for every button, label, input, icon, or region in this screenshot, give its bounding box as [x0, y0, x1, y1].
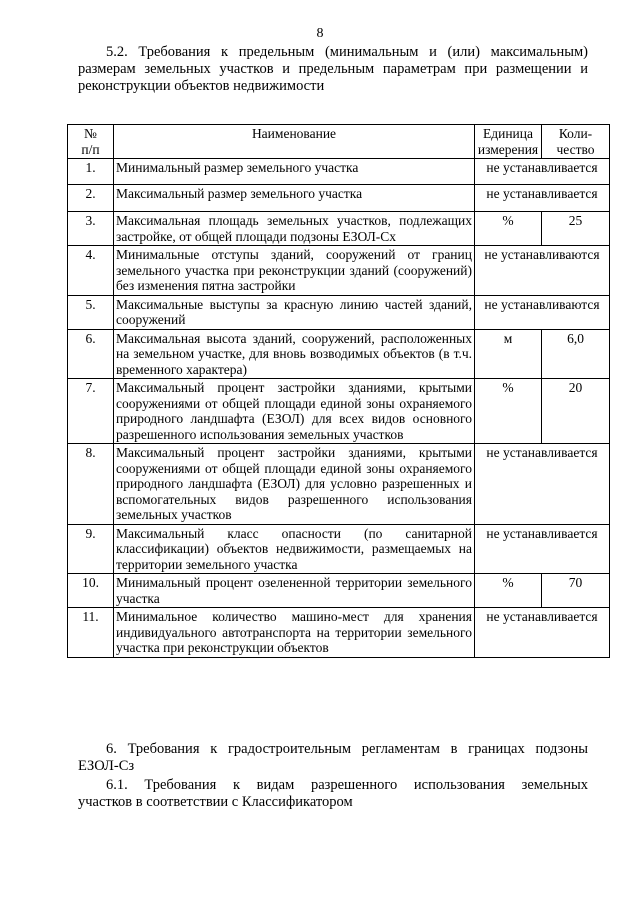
table-row	[68, 212, 610, 246]
row-number: 5.	[68, 295, 114, 329]
row-unit: м	[475, 329, 542, 379]
table-row	[68, 608, 610, 658]
row-name: Максимальный класс опасности (по санитарной классификации) объектов недвижимости, размещаемых на территории земельного участка	[114, 524, 475, 574]
table-row	[68, 246, 610, 296]
row-number: 1.	[68, 159, 114, 185]
table-row	[68, 329, 610, 379]
row-unit: %	[475, 379, 542, 444]
header-num: № п/п	[68, 125, 114, 159]
row-number: 8.	[68, 444, 114, 525]
row-qty: 20	[542, 379, 610, 444]
row-name: Максимальная высота зданий, сооружений, расположенных на земельном участке, для вновь возводимых объектов (в т.ч. временного характера)	[114, 329, 475, 379]
row-value: не устанавливается	[475, 444, 610, 525]
row-name: Максимальный процент застройки зданиями, крытыми сооружениями от общей площади единой зоны охраняемого природного ландшафта (ЕЗОЛ) для всех видов основного разрешенного использования земельных участков	[114, 379, 475, 444]
header-unit: Единица измерения	[475, 125, 542, 159]
row-number: 7.	[68, 379, 114, 444]
row-number: 3.	[68, 212, 114, 246]
row-qty: 6,0	[542, 329, 610, 379]
heading-line: размерам земельных участков и предельным параметрам при размещении и	[78, 61, 588, 77]
section-6-1-line: участков в соответствии с Классификатором	[78, 794, 353, 810]
row-name: Максимальные выступы за красную линию частей зданий, сооружений	[114, 295, 475, 329]
row-name: Максимальный процент застройки зданиями, крытыми сооружениями от общей площади единой зоны охраняемого природного ландшафта (ЕЗОЛ) для условно разрешенных и вспомогательных видов разрешенного использования земельных участков	[114, 444, 475, 525]
row-name: Минимальные отступы зданий, сооружений от границ земельного участка при реконструкции зданий (сооружений) без изменения пятна застройки	[114, 246, 475, 296]
row-name: Максимальная площадь земельных участков, подлежащих застройке, от общей площади подзоны ЕЗОЛ-Сх	[114, 212, 475, 246]
row-number: 11.	[68, 608, 114, 658]
section-6-line: 6. Требования к градостроительным регламентам в границах подзоны	[106, 741, 588, 757]
table-row	[68, 524, 610, 574]
row-number: 6.	[68, 329, 114, 379]
section-heading	[78, 44, 588, 95]
row-unit: %	[475, 212, 542, 246]
requirements-table	[67, 124, 610, 658]
table-row	[68, 295, 610, 329]
row-value: не устанавливается	[475, 608, 610, 658]
row-unit: %	[475, 574, 542, 608]
row-name: Максимальный размер земельного участка	[114, 185, 475, 212]
row-number: 10.	[68, 574, 114, 608]
table-row	[68, 159, 610, 185]
table-row	[68, 185, 610, 212]
header-qty: Коли- чество	[542, 125, 610, 159]
row-value: не устанавливается	[475, 159, 610, 185]
row-name: Минимальный размер земельного участка	[114, 159, 475, 185]
row-number: 4.	[68, 246, 114, 296]
row-number: 2.	[68, 185, 114, 212]
section-6-1-heading	[78, 777, 588, 811]
row-name: Минимальный процент озелененной территории земельного участка	[114, 574, 475, 608]
heading-line: реконструкции объектов недвижимости	[78, 78, 325, 94]
row-value: не устанавливаются	[475, 246, 610, 296]
section-6-line: ЕЗОЛ-Сз	[78, 758, 135, 774]
row-value: не устанавливаются	[475, 295, 610, 329]
table-row	[68, 379, 610, 444]
header-name: Наименование	[114, 125, 475, 159]
row-qty: 70	[542, 574, 610, 608]
table-row	[68, 574, 610, 608]
row-name: Минимальное количество машино-мест для хранения индивидуального автотранспорта на территории земельного участка при реконструкции объектов	[114, 608, 475, 658]
section-6-1-line: 6.1. Требования к видам разрешенного использования земельных	[106, 777, 588, 793]
table-row	[68, 444, 610, 525]
table-header-row	[68, 125, 610, 159]
row-value: не устанавливается	[475, 185, 610, 212]
section-6-heading	[78, 741, 588, 775]
row-number: 9.	[68, 524, 114, 574]
row-value: не устанавливается	[475, 524, 610, 574]
page-number: 8	[316, 26, 324, 41]
row-qty: 25	[542, 212, 610, 246]
heading-line: 5.2. Требования к предельным (минимальным и (или) максимальным)	[106, 44, 588, 60]
